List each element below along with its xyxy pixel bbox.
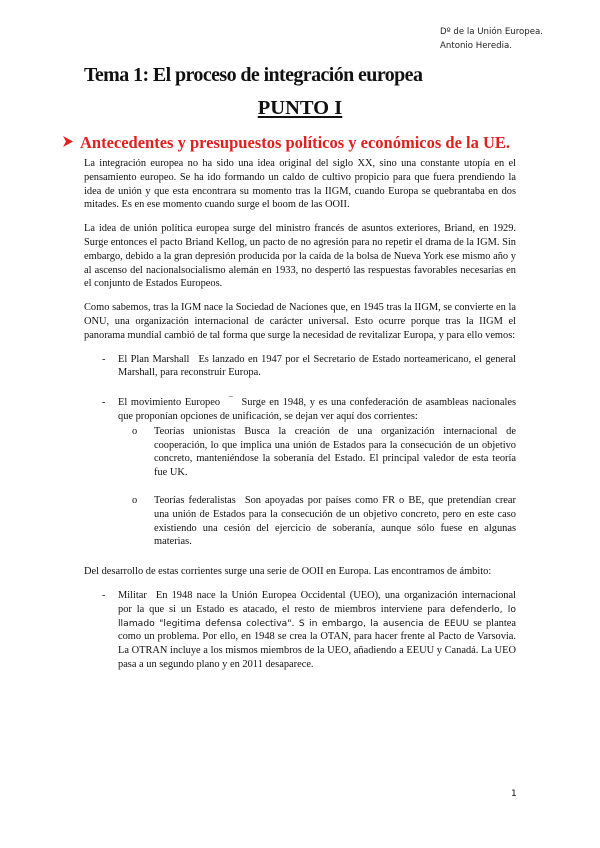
paragraph-intro: La integración europea no ha sido una idea original del siglo XX, sino una constante utopía en el pensamiento europeo. Se ha ido formando un caldo de cultivo propicio para que fuera prendiendo la idea de unión y que esta encontrara su momento tras la IIGM, cuando Europa se quebrantaba en dos mitades. Es en ese momento cuando surge el boom de las OOII. xyxy=(84,158,516,211)
list-text: En 1948 nace la Unión Europea Occidental (UEO), una organización internacional por la que si un Estado es atacado, el resto de miembros interviene para xyxy=(118,589,516,615)
dash-bullet: - xyxy=(102,589,106,601)
circle-bullet: o xyxy=(132,494,138,506)
list-item-movimiento-europeo xyxy=(84,396,516,549)
list-separator: ‾ xyxy=(229,397,233,409)
sub-item-federalistas xyxy=(118,494,516,549)
arrow-right-icon xyxy=(62,133,80,153)
list-item-militar xyxy=(84,589,516,672)
sub-text: Busca la creación de una organización internacional de cooperación, lo que implica una unión de Estados para la consecución de un objetivo concreto, manteniéndose la soberanía del Estado. El principal valedor de esta teoría fue UK. xyxy=(154,425,516,479)
list-text: Es lanzado en 1947 por el Secretario de Estado norteamericano, el general Marshall, para reconstruir Europa. xyxy=(118,353,516,379)
paragraph-briand: La idea de unión política europea surge del ministro francés de asuntos exteriores, Briand, en 1929. Surge entonces el pacto Briand Kellog, un pacto de no agresión para no repetir el drama de la IGM. Sin embargo, debido a la gran depresión producida por la caída de la bolsa de Nueva York ese mismo año y al ascenso del nacionalsocialismo alemán en 1933, no despertó las respuestas favorables necesarias en el conjunto de Estados Europeos. xyxy=(84,223,516,290)
page-number: 1 xyxy=(511,789,517,799)
header-author: Antonio Heredia. xyxy=(440,40,512,51)
document-body xyxy=(84,157,516,688)
sub-list xyxy=(118,425,516,549)
list-term: Militar xyxy=(118,589,147,601)
list-text-continued: se plantea como un problema. Por ello, en 1948 se crea la OTAN, para hacer frente al Pacto de Varsovia. La OTRAN incluye a los mismos miembros de la UEO, añadiendo a EEUU y Canadá. La UEO pasa a un segundo plano y en 2011 desaparece. xyxy=(118,617,516,670)
subsection-heading xyxy=(62,133,592,153)
section-title: PUNTO I xyxy=(257,97,343,119)
paragraph-ambito: Del desarrollo de estas corrientes surge una serie de OOII en Europa. Las encontramos de ámbito: xyxy=(84,566,492,578)
list-item-plan-marshall xyxy=(84,353,516,381)
paragraph-onu: Como sabemos, tras la IGM nace la Sociedad de Naciones que, en 1945 tras la IIGM, se convierte en la ONU, una organización internacional de carácter universal. Esto ocurre porque tras la IIGM el panorama mundial cambió de tal forma que surge la necesidad de revitalizar Europa, y para ello vemos: xyxy=(84,302,516,341)
list-text: Surge en 1948, y es una confederación de asambleas nacionales que proponían opciones de unificación, se dejan ver aquí dos corrientes: xyxy=(118,397,516,422)
dash-bullet: - xyxy=(102,353,106,365)
header-subject: Dº de la Unión Europea. xyxy=(440,27,544,37)
sub-term: Teorías federalistas xyxy=(154,494,236,506)
list-term: El movimiento Europeo xyxy=(118,397,221,409)
list-text-alt-font: defenderlo, lo llamado "legitima defensa colectiva". S in embargo, la ausencia de EEUU xyxy=(118,603,516,629)
dash-bullet: - xyxy=(102,397,106,409)
document-header-note xyxy=(440,26,590,53)
circle-bullet: o xyxy=(132,425,138,437)
subsection-title: Antecedentes y presupuestos políticos y económicos de la UE. xyxy=(80,133,511,152)
document-title: Tema 1: El proceso de integración europea xyxy=(84,64,423,86)
list-term: El Plan Marshall xyxy=(118,353,190,365)
sub-term: Teorías unionistas xyxy=(154,425,236,437)
sub-item-unionistas xyxy=(118,425,516,480)
sub-text: Son apoyadas por países como FR o BE, que pretendían crear una unión de Estados para la consecución de un objetivo concreto, pero en este caso existiendo una cesión del ejercicio de soberanía, aunque sólo fuese en algunas materias. xyxy=(154,494,516,548)
